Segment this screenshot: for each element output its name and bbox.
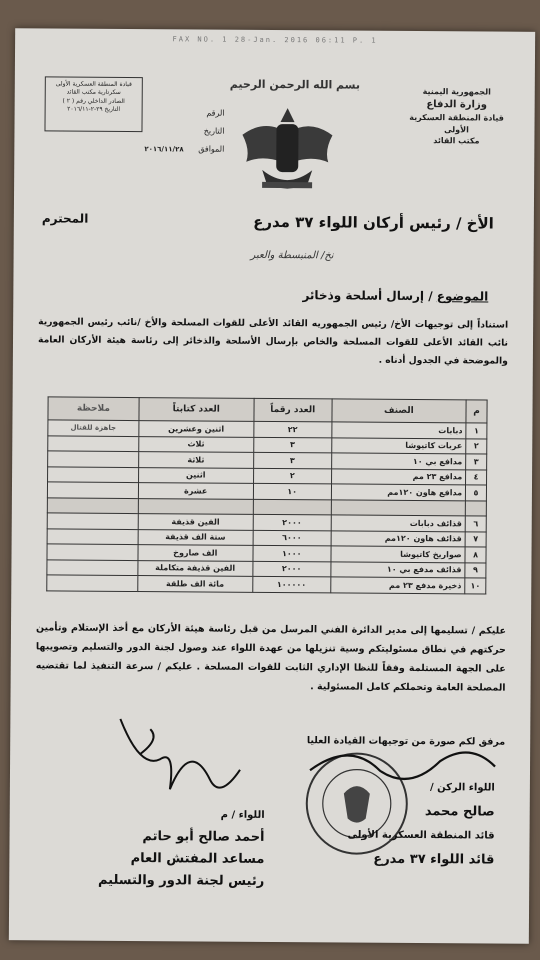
cell-kind: مدافع ٢٣ مم (331, 468, 466, 484)
cell-words: مائة الف طلقة (137, 576, 252, 592)
cell-kind: دبابات (332, 422, 467, 438)
cell-no: ٩ (465, 562, 486, 578)
cell-words: عشرة (138, 483, 253, 499)
cell-note (48, 451, 139, 467)
basmala: بسم الله الرحمن الرحيم (229, 77, 361, 92)
subject-text: إرسال أسلحة وذخائر (302, 288, 425, 304)
cell-words: الفين قذيفة (138, 514, 253, 530)
sig-right-title2: قائد اللواء ٣٧ مدرع (373, 851, 495, 868)
instructions-paragraph: عليكم / تسليمها إلى مدير الدائرة الفني المرسل من قبل رئاسة هيئة الأركان مع أخذ الإستلام وتأمين حركتهم في نطاق مسئوليتكم وسية تنزيلها من عهدة اللواء عند وصول لجنة الدور والتسليم وتصويبها على الجهة المستلمة وفقاً للنظا الإداري الثابت للقوات المسلحة . عليكم / سرعة التنفيذ لما تقتضيه المصلحة العامة وتحملكم كامل المسئولية . (35, 622, 507, 694)
eagle-emblem-icon (232, 100, 343, 201)
cell-kind: صواريخ كاتيوشا (331, 546, 466, 562)
header-words: العدد كتابتاً (139, 398, 254, 422)
cell-number: ٣ (253, 452, 331, 468)
cell-number: ٦٠٠٠ (253, 530, 331, 546)
cell-words: الف صاروخ (138, 545, 253, 561)
signature-right-block (269, 775, 495, 873)
date-value (144, 122, 174, 140)
separator-cell (138, 498, 253, 514)
date-label: التاريخ (203, 126, 225, 136)
cell-number: ٣ (253, 437, 331, 453)
header-number: العدد رقماً (254, 398, 332, 422)
cell-note (47, 544, 138, 560)
letterhead-line: قيادة المنطقة العسكرية الأولى (409, 113, 504, 135)
cell-note (48, 435, 139, 451)
respected-label: المحترم (41, 211, 89, 226)
cell-no: ٥ (466, 485, 487, 501)
sig-left-rank: اللواء / م (220, 809, 265, 821)
stamp-line: سكرتارية مكتب القائد (66, 88, 121, 97)
cell-words: اثنين (138, 467, 253, 483)
stamp-line: قيادة المنطقة العسكرية الأولى (55, 80, 132, 89)
sig-left-title1: مساعد المفتش العام (130, 851, 265, 867)
cell-number: ١٠ (253, 483, 331, 499)
stamp-line: التاريخ ٢٩-٢-٢٠١٦/١١ (67, 105, 121, 114)
cell-kind: قذائف دبابات (331, 515, 466, 531)
fax-header: FAX NO. 1 28-Jan. 2016 06:11 P. 1 (172, 35, 378, 45)
cell-number: ١٠٠٠ (253, 545, 331, 561)
cell-number: ٢٠٠٠ (253, 514, 331, 530)
subject-label: الموضوع (436, 289, 489, 304)
sig-right-name: صالح محمد (424, 804, 495, 820)
letterhead-line: مكتب القائد (433, 136, 480, 146)
cell-no: ١ (466, 423, 487, 439)
cell-words: اثنين وعشرين (139, 421, 254, 437)
cell-no: ٣ (466, 454, 487, 470)
body-paragraph: استناداً إلى توجيهات الأخ/ رئيس الجمهوريه القائد الأعلى للقوات المسلحة والأخ /نائب رئيس الجمهورية نائب القائد الأعلى للقوات المسلحة والخاص بإرسال الأسلحة والذخائر إلى رئاسة هيئة الأركان العامة والموضحة في الجدول أدناه . (37, 316, 509, 367)
header-kind: الصنف (332, 399, 467, 423)
cell-note (48, 466, 139, 482)
corresponds-label: الموافق (198, 144, 225, 154)
cell-words: ستة الف قذيفة (138, 529, 253, 545)
cell-kind: مدافع هاون ١٢٠مم (331, 484, 466, 500)
stamp-line: الصادر الداخلي رقم ( ٢ ) (62, 97, 125, 105)
handwritten-note: نخ/ المنبسطة والعبر (250, 249, 334, 262)
cell-note (47, 575, 138, 591)
cell-number: ٢ (253, 468, 331, 484)
cell-note (47, 513, 138, 529)
sig-left-name: أحمد صالح أبو حاتم (142, 829, 265, 845)
corresponds-value: ٢٠١٦/١١/٢٨ (144, 145, 184, 154)
sig-right-rank: اللواء الركن / (429, 782, 495, 794)
cell-number: ٢٠٠٠ (253, 561, 331, 577)
addressee: الأخ / رئيس أركان اللواء ٣٧ مدرع (253, 212, 494, 233)
separator-cell (253, 499, 331, 515)
cell-kind: ذخيرة مدفع ٢٣ مم (330, 577, 465, 593)
signature-left-block (49, 803, 265, 892)
header-no: م (466, 400, 487, 423)
sig-right-title1: قائد المنطقة العسكرية الأولى (347, 829, 495, 842)
table-header-row (48, 397, 487, 423)
cell-kind: قذائف هاون ١٢٠مم (331, 530, 466, 546)
separator-cell (331, 499, 466, 515)
cell-no: ٦ (465, 516, 486, 532)
subject-line: الموضوع / إرسال أسلحة وذخائر (302, 288, 489, 304)
cell-words: ثلاثة (138, 452, 253, 468)
cell-note (47, 559, 138, 575)
sig-left-title2: رئيس لجنة الدور والتسليم (97, 872, 265, 889)
table-row (47, 575, 486, 594)
cell-no: ٨ (465, 547, 486, 563)
cell-kind: قذائف مدفع بي ١٠ (331, 561, 466, 577)
letterhead-right (396, 86, 516, 148)
cell-note (47, 482, 138, 498)
cell-note: جاهزة للقتال (48, 420, 139, 436)
cell-no: ٢ (466, 438, 487, 454)
cell-kind: عربات كاتيوشا (331, 437, 466, 453)
cell-number: ١٠٠٠٠٠ (253, 576, 331, 592)
cell-no: ٧ (465, 531, 486, 547)
separator-cell (47, 497, 138, 513)
header-note: ملاحظة (48, 397, 139, 421)
cell-note (47, 528, 138, 544)
cell-number: ٢٢ (254, 421, 332, 437)
letterhead-line: الجمهورية اليمنية (422, 87, 491, 97)
ref-value (145, 104, 175, 122)
incoming-stamp (44, 76, 142, 132)
cell-no: ١٠ (465, 578, 486, 594)
document-meta (144, 104, 224, 159)
letterhead-line: وزارة الدفاع (426, 98, 488, 111)
attachment-note: مرفق لكم صورة من توجيهات القيادة العليا (306, 735, 506, 748)
document-page (9, 28, 535, 944)
cell-words: ثلاث (138, 436, 253, 452)
cell-kind: مدافع بي ١٠ (331, 453, 466, 469)
separator-cell (465, 500, 486, 516)
cell-words: الفين قذيفة متكاملة (138, 560, 253, 576)
items-table (46, 396, 487, 594)
ref-label: الرقم (206, 108, 225, 118)
table-body (47, 420, 487, 594)
cell-no: ٤ (466, 469, 487, 485)
